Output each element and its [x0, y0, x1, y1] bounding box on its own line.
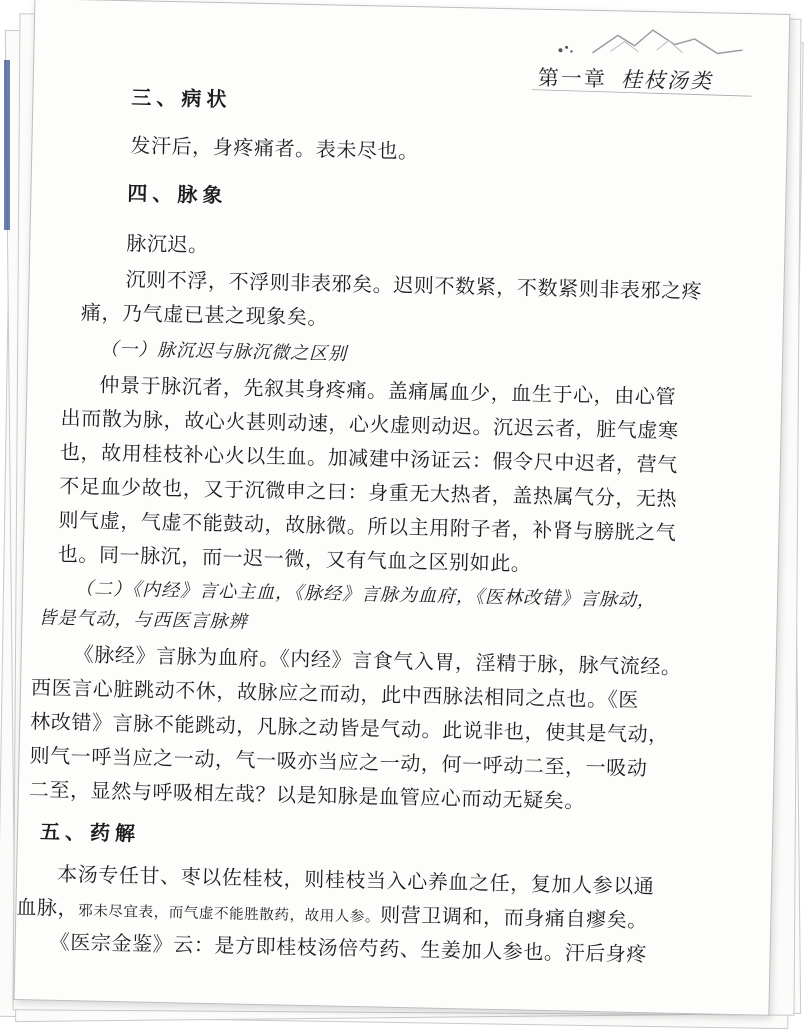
book-page: [13, 0, 790, 1016]
page-content: [15, 0, 790, 1015]
annotation-note: 邪未尽宜表，而气虚不能胜散药，故用人参。: [78, 903, 381, 926]
subsection-title: （二）《内经》言心主血，《脉经》言脉为血府，《医林改错》言脉动，: [74, 578, 657, 612]
section-heading-drug: 五、药解: [39, 819, 141, 846]
paragraph-line: 则气一呼当应之一动，气一吸亦当应之一动，何一呼动二至，一吸动: [29, 743, 648, 781]
section-heading-symptoms: 三、病状: [131, 85, 232, 112]
chapter-title: [538, 62, 714, 96]
paragraph-line: 本汤专任甘、枣以佐桂枝，则桂枝当入心养血之任，复加人参以通: [56, 861, 655, 899]
chapter-name: 桂枝汤类: [620, 67, 714, 94]
paragraph-line: 《脉经》言脉为血府。《内经》言食气入胃，淫精于脉，脉气流经。: [73, 642, 682, 679]
subsection-title: （一）脉沉迟与脉沉微之区别: [99, 338, 348, 365]
paragraph-line: 西医言心脏跳动不休，故脉应之而动，此中西脉法相同之点也。《医: [30, 675, 640, 712]
paragraph-line: 不足血少故也，又于沉微申之曰：身重无大热者，盖热属气分，无热: [59, 473, 678, 511]
paragraph-line: 也。同一脉沉，而一迟一微，又有气血之区别如此。: [57, 541, 532, 576]
chapter-number: 第一章: [537, 65, 608, 92]
section-heading-pulse: 四、脉象: [127, 181, 228, 208]
paragraph-line: 则气虚，气虚不能鼓动，故脉微。所以主用附子者，补肾与膀胱之气: [58, 507, 677, 545]
running-header: [441, 18, 763, 105]
paragraph-line: 也，故用桂枝补心火以生血。加减建中汤证云：假令尺中迟者，营气: [59, 439, 679, 477]
paragraph-line: 痛，乃气虚已甚之现象矣。: [80, 300, 329, 330]
subsection-title: 皆是气动，与西医言脉辨: [38, 607, 248, 633]
paragraph-line: 出而散为脉，故心火甚则动速，心火虚则动迟。沉迟云者，脏气虚寒: [60, 405, 679, 443]
paragraph-line: 林改错》言脉不能跳动，凡脉之动皆是气动。此说非也，使其是气动，: [30, 709, 670, 747]
text-run: 血脉，: [16, 894, 79, 921]
text-run: 则营卫调和，而身痛自瘳矣。: [379, 902, 649, 933]
paragraph-line: 仲景于脉沉者，先叙其身疼痛。盖痛属血少，血生于心，由心管: [99, 372, 677, 409]
paragraph-line: 沉则不浮，不浮则非表邪矣。迟则不数紧，不数紧则非表邪之疼: [125, 267, 703, 304]
paragraph-line: 二至，显然与呼吸相左哉？以是知脉是血管应心而动无疑矣。: [28, 777, 586, 813]
paragraph-line: 脉沉迟。: [126, 231, 210, 257]
paragraph-line: 发汗后，身疼痛者。表未尽也。: [130, 133, 420, 164]
paragraph-line: 《医宗金鉴》云：是方即桂枝汤倍芍药、生姜加人参也。汗后身疼: [49, 929, 648, 967]
cover-edge: [4, 60, 10, 230]
